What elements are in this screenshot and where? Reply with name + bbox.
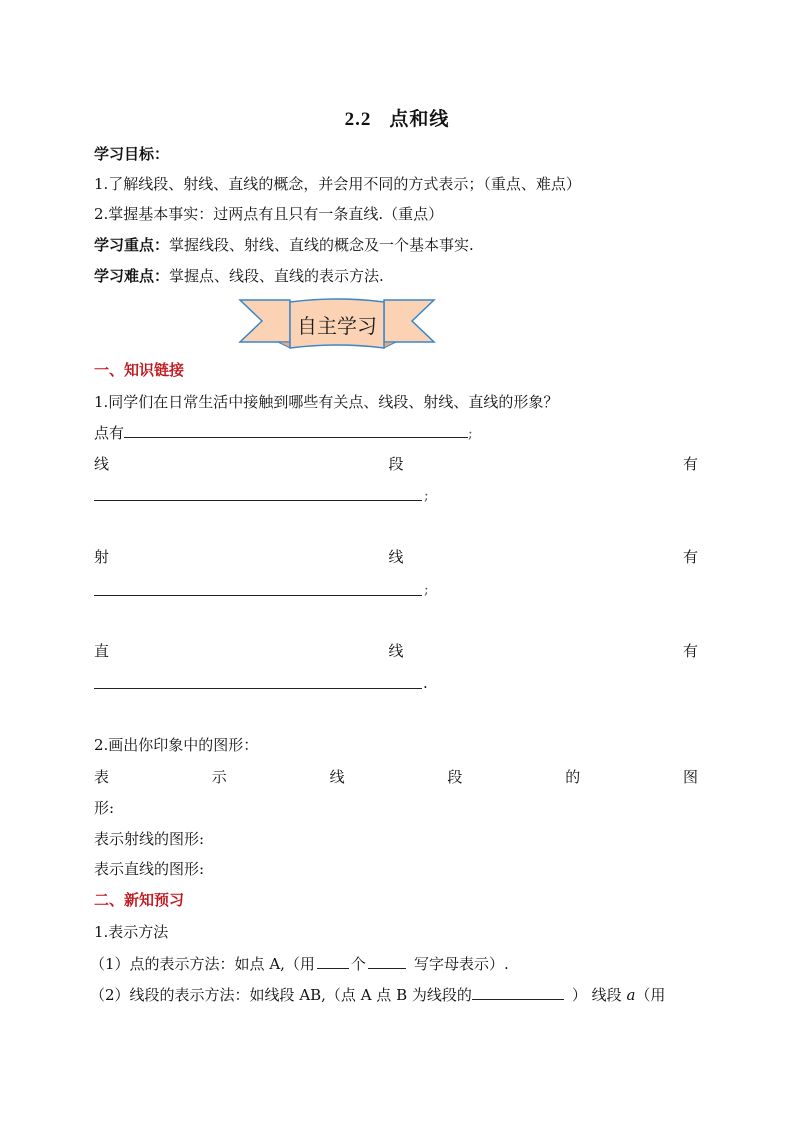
- point-notation-row: [90, 952, 509, 976]
- draw-segment-word-6: 图: [682, 768, 698, 786]
- draw-segment-word-1: 表: [94, 768, 110, 786]
- line-word-2: 线: [388, 642, 404, 660]
- ray-word-2: 线: [388, 548, 404, 566]
- key-points-label: 学习重点：: [94, 236, 170, 254]
- page-title: [0, 104, 794, 131]
- point-answer-row: [94, 421, 473, 445]
- difficulties: [94, 264, 384, 288]
- objective-item-1: 1.了解线段、射线、直线的概念，并会用不同的方式表示；（重点、难点）: [94, 175, 581, 193]
- point-label: 点有: [94, 424, 125, 442]
- line-end: .: [423, 674, 428, 692]
- ray-answer-blank[interactable]: [94, 595, 422, 596]
- draw-segment-word-2: 示: [211, 768, 227, 786]
- draw-segment-cont: 形:: [94, 799, 115, 817]
- self-study-banner: [238, 296, 436, 352]
- draw-segment-word-3: 线: [329, 768, 345, 786]
- segment-end: ;: [424, 488, 429, 504]
- banner-text: 自主学习: [297, 314, 377, 338]
- ray-word-1: 射: [94, 548, 110, 566]
- ray-end: ;: [424, 582, 429, 598]
- point-answer-blank[interactable]: [124, 421, 468, 438]
- line-word-1: 直: [94, 642, 110, 660]
- ray-row: [94, 545, 698, 569]
- point-notation-text-b: 个: [350, 955, 366, 973]
- segment-word-2: 段: [388, 455, 404, 473]
- point-notation-text-a: （1）点的表示方法：如点 A,（用: [90, 955, 315, 973]
- point-notation-text-c: 写字母表示）.: [413, 955, 509, 973]
- point-count-blank[interactable]: [317, 952, 349, 969]
- title-text: 点和线: [389, 108, 450, 130]
- segment-word-3: 有: [682, 455, 698, 473]
- subheading-representation: 1.表示方法: [94, 923, 169, 941]
- title-number: 2.2: [344, 109, 372, 130]
- point-end: ;: [468, 426, 473, 442]
- ray-word-3: 有: [682, 548, 698, 566]
- segment-variable: a: [626, 986, 636, 1004]
- question-1: 1.同学们在日常生活中接触到哪些有关点、线段、射线、直线的形象？: [94, 393, 559, 411]
- difficulties-label: 学习难点：: [94, 267, 170, 285]
- draw-segment-word-4: 段: [447, 768, 463, 786]
- draw-segment-word-5: 的: [565, 768, 581, 786]
- objective-item-2: 2.掌握基本事实：过两点有且只有一条直线.（重点）: [94, 205, 444, 223]
- segment-notation-text-c: （用: [635, 986, 666, 1004]
- segment-notation-row: [90, 983, 665, 1007]
- key-points: [94, 233, 474, 257]
- segment-notation-text-a: （2）线段的表示方法：如线段 AB,（点 A 点 B 为线段的: [90, 986, 472, 1004]
- draw-segment-row: [94, 765, 698, 789]
- question-2: 2.画出你印象中的图形：: [94, 736, 259, 754]
- objectives-heading: 学习目标：: [94, 145, 170, 163]
- line-word-3: 有: [682, 642, 698, 660]
- segment-word-1: 线: [94, 455, 110, 473]
- line-answer-blank[interactable]: [94, 688, 422, 689]
- segment-endpoint-blank[interactable]: [472, 983, 564, 1000]
- point-case-blank[interactable]: [368, 952, 406, 969]
- difficulties-text: 掌握点、线段、直线的表示方法.: [169, 267, 384, 285]
- line-row: [94, 639, 698, 663]
- draw-line: 表示直线的图形:: [94, 860, 205, 878]
- segment-answer-blank[interactable]: [94, 500, 422, 501]
- segment-notation-text-b: ） 线段: [571, 986, 622, 1004]
- draw-ray: 表示射线的图形:: [94, 830, 205, 848]
- segment-row: [94, 452, 698, 476]
- key-points-text: 掌握线段、射线、直线的概念及一个基本事实.: [169, 236, 474, 254]
- section1-heading: 一、知识链接: [94, 361, 185, 379]
- section2-heading: 二、新知预习: [94, 891, 185, 909]
